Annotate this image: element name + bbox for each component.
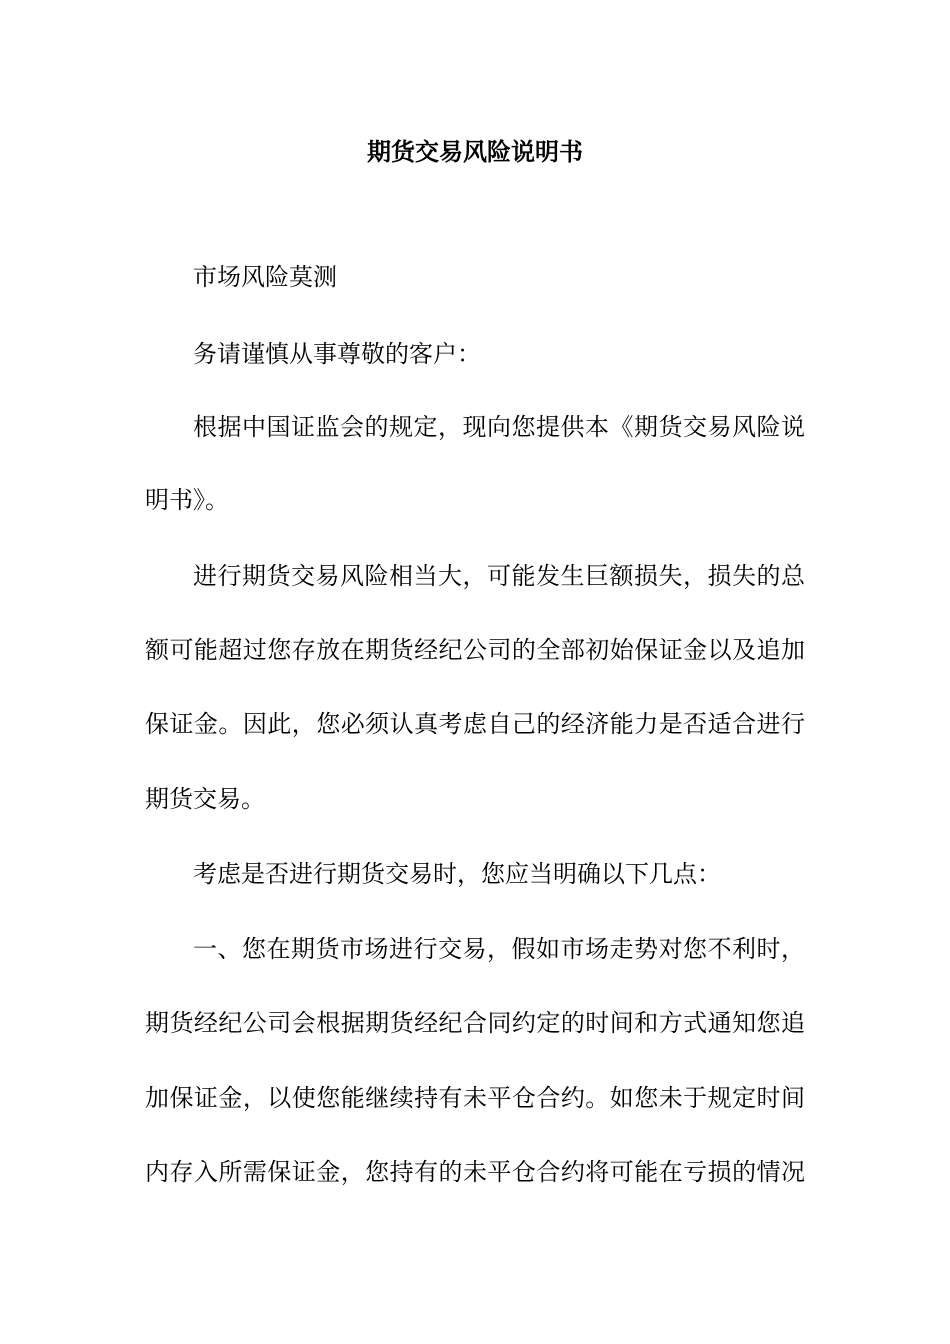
paragraph-line: 内存入所需保证金，您持有的未平仓合约将可能在亏损的情况 <box>145 1158 805 1186</box>
paragraph-line: 进行期货交易风险相当大，可能发生巨额损失，损失的总 <box>193 562 805 590</box>
paragraph-line: 根据中国证监会的规定，现向您提供本《期货交易风险说 <box>193 413 805 441</box>
document-title: 期货交易风险说明书 <box>367 137 583 166</box>
paragraph-line: 务请谨慎从事尊敬的客户： <box>193 340 481 368</box>
paragraph-line: 加保证金，以使您能继续持有未平仓合约。如您未于规定时间 <box>145 1084 805 1112</box>
paragraph-line: 明书》。 <box>145 486 229 514</box>
paragraph-line: 市场风险莫测 <box>193 263 337 291</box>
paragraph-line: 期货交易。 <box>145 785 265 813</box>
paragraph-line: 期货经纪公司会根据期货经纪合同约定的时间和方式通知您追 <box>145 1009 805 1037</box>
paragraph-line: 一、您在期货市场进行交易，假如市场走势对您不利时， <box>193 935 805 963</box>
paragraph-line: 保证金。因此，您必须认真考虑自己的经济能力是否适合进行 <box>145 710 805 738</box>
paragraph-line: 额可能超过您存放在期货经纪公司的全部初始保证金以及追加 <box>145 636 805 664</box>
paragraph-line: 考虑是否进行期货交易时，您应当明确以下几点： <box>193 860 721 888</box>
